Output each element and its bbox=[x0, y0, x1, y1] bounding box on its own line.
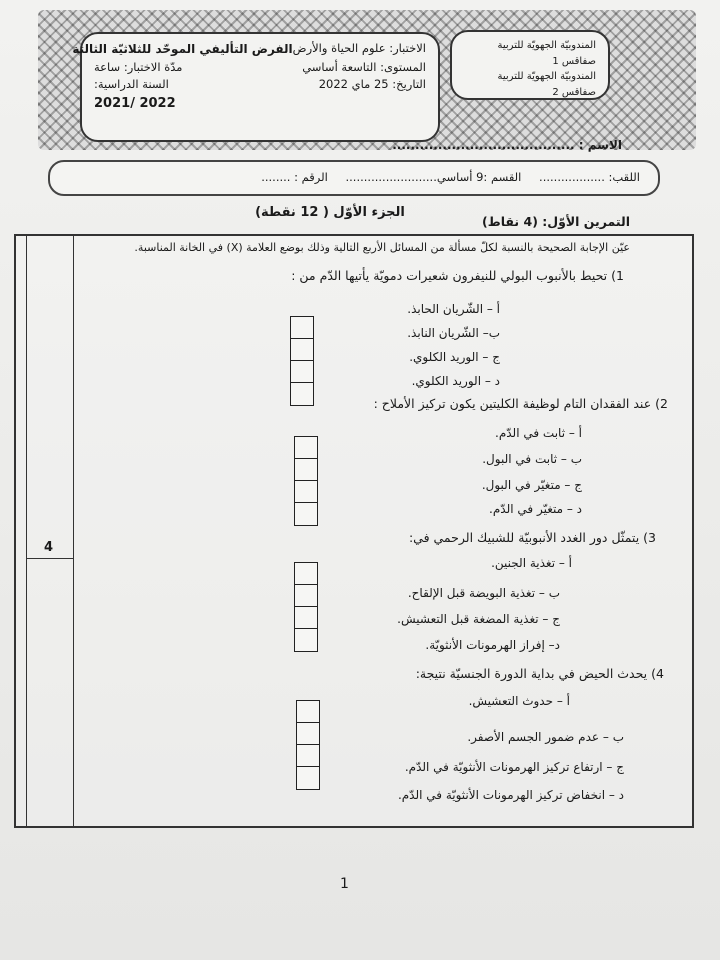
question-1 bbox=[291, 268, 624, 283]
school-year-label: السنة الدراسية: bbox=[94, 77, 169, 92]
question-text: يحدث الحيض في بداية الدورة الجنسيّة نتيجة: bbox=[415, 666, 648, 681]
student-info-box bbox=[48, 160, 660, 196]
number-field: الرقم : ........ bbox=[261, 170, 328, 184]
school-line-2: المندوبيّة الجهويّة للتربية صفاقس 2 bbox=[497, 71, 596, 98]
page-number: 1 bbox=[340, 876, 349, 892]
q1-option-c: ج – الوريد الكلوي. bbox=[409, 350, 500, 364]
question-text: عند الفقدان التام لوظيفة الكليتين يكون تركيز الأملاح : bbox=[373, 396, 652, 411]
question-number: 4) bbox=[651, 666, 664, 681]
answer-checkbox[interactable] bbox=[295, 585, 317, 607]
question-number: 3) bbox=[643, 530, 656, 545]
q3-option-c: ج – تغذية المضغة قبل التعشيش. bbox=[397, 612, 560, 626]
exam-info-box bbox=[72, 32, 440, 142]
answer-checkbox[interactable] bbox=[295, 607, 317, 629]
answer-checkbox[interactable] bbox=[291, 339, 313, 361]
q2-option-b: ب – ثابت في البول. bbox=[482, 452, 582, 466]
part-title: الجزء الأوّل ( 12 نقطة) bbox=[255, 205, 405, 220]
q4-answer-boxes bbox=[296, 700, 320, 790]
q2-option-a: أ – ثابت في الدّم. bbox=[495, 426, 582, 440]
duration: مدّة الاختبار: ساعة bbox=[94, 59, 183, 74]
q4-option-d: د – انخفاض تركيز الهرمونات الأنثويّة في الدّم. bbox=[397, 788, 624, 802]
answer-checkbox[interactable] bbox=[295, 459, 317, 481]
q3-option-a: أ – تغذية الجنين. bbox=[491, 556, 572, 570]
question-3 bbox=[409, 530, 656, 545]
answer-checkbox[interactable] bbox=[295, 481, 317, 503]
section-field: القسم :9 أساسي......................... bbox=[345, 170, 522, 184]
answer-checkbox[interactable] bbox=[291, 317, 313, 339]
q4-option-a: أ – حدوث التعشيش. bbox=[468, 694, 570, 708]
answer-checkbox[interactable] bbox=[297, 723, 319, 745]
answer-checkbox[interactable] bbox=[297, 701, 319, 723]
question-text: يتمثّل دور الغدد الأنبوبيّة للشبيك الرحمي في: bbox=[408, 530, 640, 545]
student-name-line: الاسم : ........................................ bbox=[392, 138, 622, 152]
q4-option-c: ج – ارتفاع تركيز الهرمونات الأنثويّة في الدّم. bbox=[404, 760, 624, 774]
question-4 bbox=[416, 666, 664, 681]
school-line-1: المندوبيّة الجهويّة للتربية صفاقس 1 bbox=[497, 40, 596, 67]
q1-option-a: أ – الشّريان الحابذ. bbox=[407, 302, 500, 316]
question-number: 1) bbox=[611, 268, 624, 283]
grade-value: 4 bbox=[44, 540, 54, 555]
grade-divider bbox=[26, 558, 74, 559]
question-text: تحيط بالأنبوب البولي للنيفرون شعيرات دمويّة يأتيها الدّم من : bbox=[291, 268, 608, 283]
exercise-title: التمرين الأوّل: (4 نقاط) bbox=[482, 214, 630, 229]
answer-checkbox[interactable] bbox=[291, 383, 313, 405]
level: المستوى: التاسعة أساسي bbox=[302, 59, 426, 74]
answer-checkbox[interactable] bbox=[297, 767, 319, 789]
question-2 bbox=[374, 396, 668, 411]
grade-column bbox=[26, 234, 74, 828]
q3-option-d: د– إفراز الهرمونات الأنثويّة. bbox=[425, 638, 560, 652]
q3-option-b: ب – تغذية البويضة قبل الإلقاح. bbox=[407, 586, 560, 600]
answer-checkbox[interactable] bbox=[297, 745, 319, 767]
q2-option-d: د – متغيّر في الدّم. bbox=[489, 502, 582, 516]
school-year: 2022 /2021 bbox=[94, 96, 176, 112]
subject: الاختبار: علوم الحياة والأرض bbox=[292, 41, 426, 55]
q1-option-d: د – الوريد الكلوي. bbox=[411, 374, 500, 388]
q3-answer-boxes bbox=[294, 562, 318, 652]
q2-answer-boxes bbox=[294, 436, 318, 526]
q1-answer-boxes bbox=[290, 316, 314, 406]
q2-option-c: ج – متغيّر في البول. bbox=[481, 478, 582, 492]
question-number: 2) bbox=[655, 396, 668, 411]
answer-checkbox[interactable] bbox=[291, 361, 313, 383]
answer-checkbox[interactable] bbox=[295, 629, 317, 651]
answer-checkbox[interactable] bbox=[295, 503, 317, 525]
exam-title: الفرض التأليفي الموحّد للثلاثيّة الثالثة bbox=[72, 42, 293, 56]
answer-checkbox[interactable] bbox=[295, 437, 317, 459]
q4-option-b: ب – عدم ضمور الجسم الأصفر. bbox=[467, 730, 624, 744]
surname-field: اللقب: .................. bbox=[539, 170, 640, 184]
school-box bbox=[450, 30, 610, 100]
answer-checkbox[interactable] bbox=[295, 563, 317, 585]
q1-option-b: ب– الشّريان النابذ. bbox=[407, 326, 500, 340]
exam-date: التاريخ: 25 ماي 2022 bbox=[318, 77, 426, 92]
exercise-instructions: عيّن الإجابة الصحيحة بالنسبة لكلّ مسألة من المسائل الأربع التالية وذلك بوضع العلامة (X) في الخانة المناسبة. bbox=[134, 241, 630, 254]
